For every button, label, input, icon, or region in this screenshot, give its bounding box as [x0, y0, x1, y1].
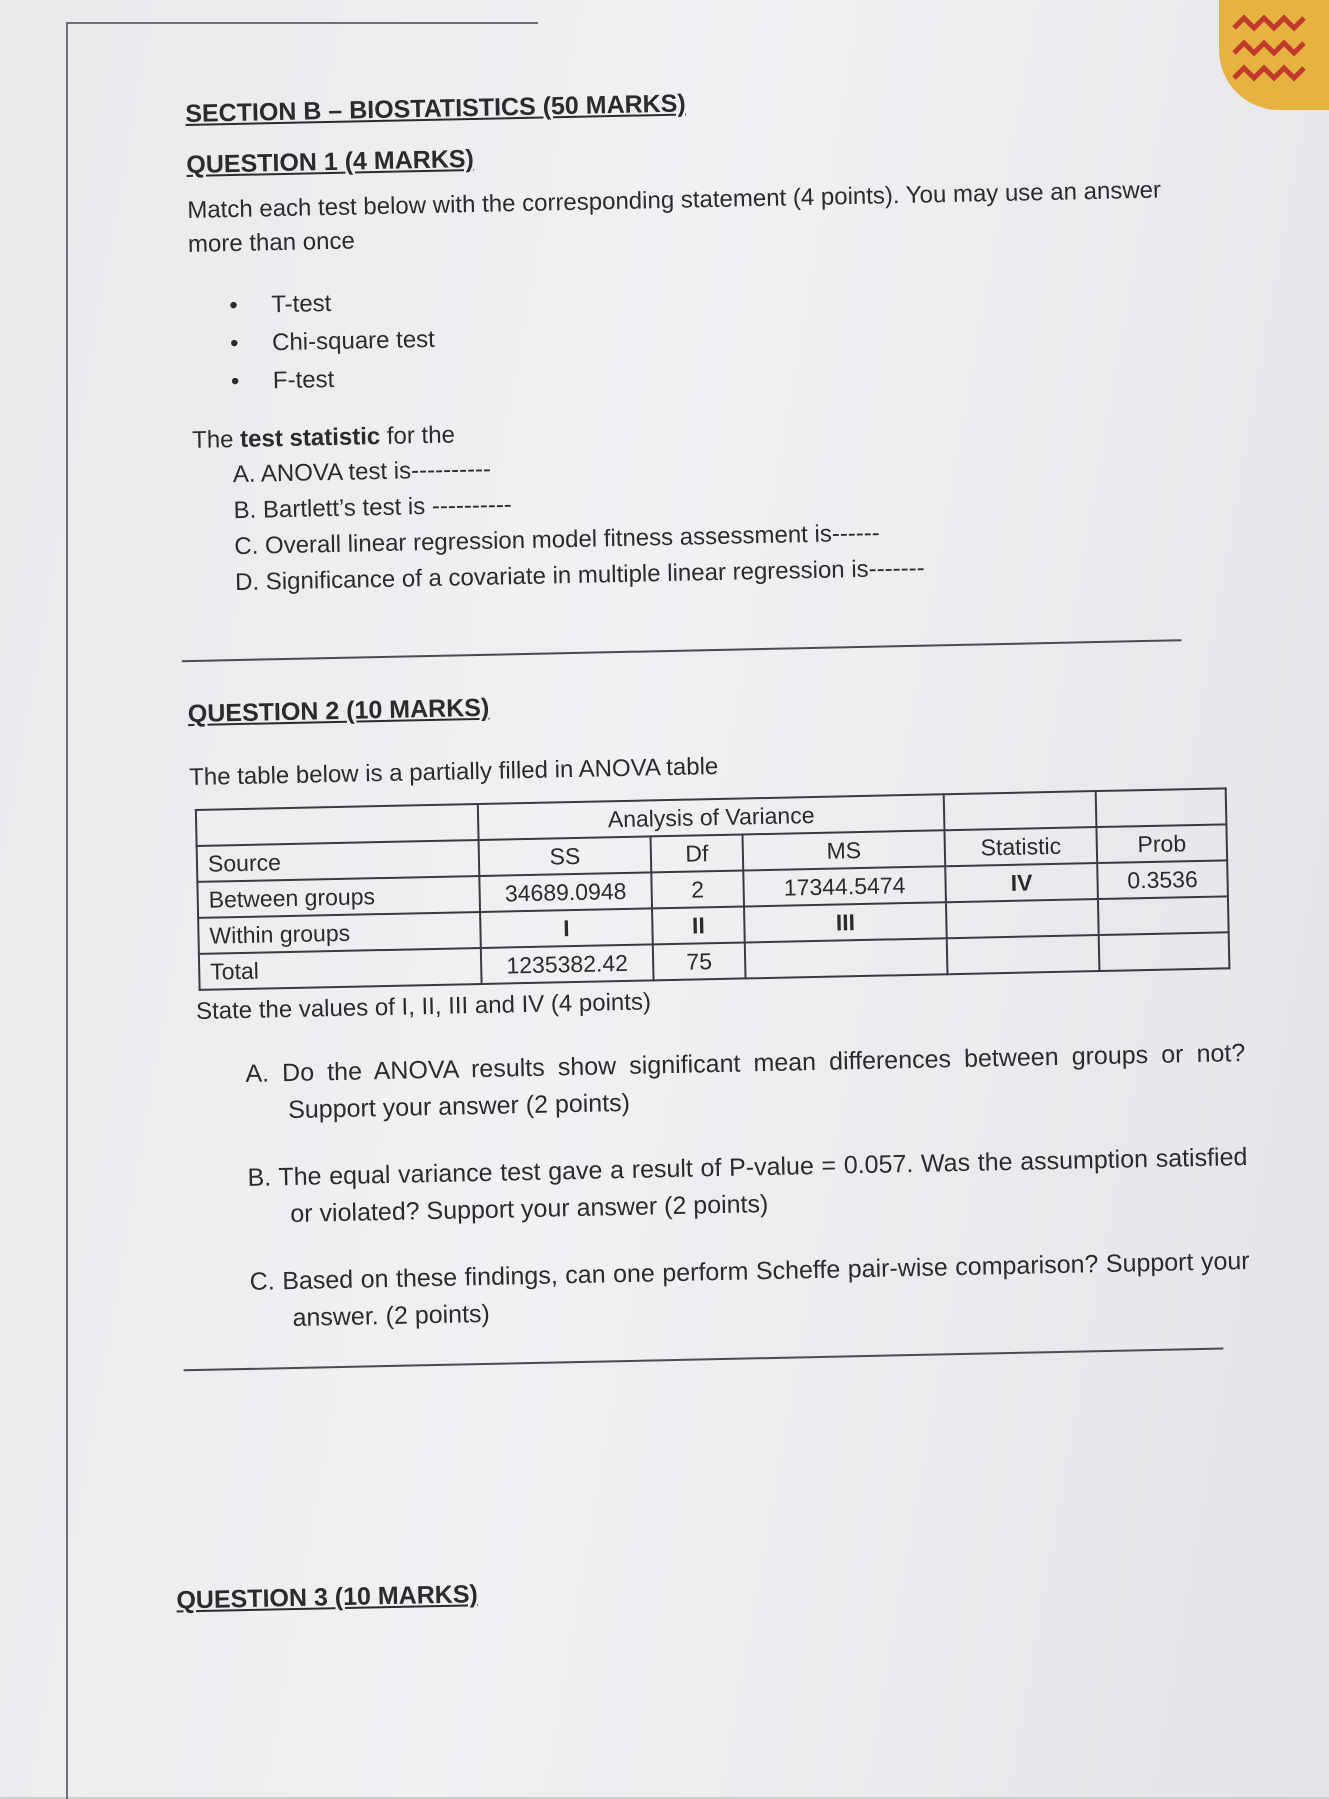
table-cell: IV: [945, 863, 1098, 902]
statement-prefix: The: [191, 426, 234, 454]
table-header: Prob: [1096, 824, 1227, 863]
table-cell: [196, 804, 479, 846]
table-cell: 1235382.42: [481, 944, 654, 984]
list-item: • T-test: [229, 266, 1250, 325]
q2-subquestions: [205, 1035, 1251, 1339]
divider: [184, 1348, 1224, 1372]
list-item: B. Bartlett’s test is ----------: [233, 491, 513, 525]
list-item: A. ANOVA test is----------: [232, 455, 492, 489]
table-cell: 2: [651, 870, 744, 908]
statement-bold: test statistic: [239, 422, 381, 453]
table-cell: [947, 935, 1100, 974]
table-cell: [745, 938, 948, 978]
q3-title: QUESTION 3 (10 MARKS): [176, 1580, 479, 1615]
q2-intro: The table below is a partially filled in ANOVA table: [188, 752, 719, 792]
list-item: • F-test: [231, 342, 1252, 401]
state-values: State the values of I, II, III and IV (4 points): [195, 988, 652, 1025]
table-caption: Analysis of Variance: [478, 794, 945, 840]
table-cell: Between groups: [197, 876, 480, 918]
table-cell: III: [744, 902, 947, 942]
anova-table: [195, 787, 1231, 991]
table-header: MS: [743, 830, 946, 870]
test-list: [189, 266, 1251, 402]
list-item: B. The equal variance test gave a result of P-value = 0.057. Was the assumption satisfied or violated? Support your answer (2 points): [247, 1142, 1248, 1229]
divider: [182, 639, 1182, 662]
table-cell: 17344.5474: [743, 866, 946, 906]
list-item: A. Do the ANOVA results show significant mean differences between groups or not? Support your answer (2 points): [245, 1039, 1246, 1125]
table-header: Statistic: [944, 827, 1097, 866]
table-cell: II: [652, 906, 745, 944]
list-item: D. Significance of a covariate in multiple linear regression is-------: [234, 554, 925, 597]
table-header: Df: [651, 834, 744, 872]
table-cell: [1096, 788, 1227, 827]
list-item: C. Overall linear regression model fitness assessment is------: [234, 519, 881, 561]
q2-title: QUESTION 2 (10 MARKS): [187, 693, 490, 729]
table-header: SS: [479, 836, 652, 876]
table-cell: [944, 791, 1097, 830]
table-header: Source: [197, 840, 480, 882]
table-cell: [946, 899, 1099, 938]
section-title: SECTION B – BIOSTATISTICS (50 MARKS): [185, 89, 686, 128]
statement-list: [192, 436, 1255, 602]
table-cell: I: [480, 908, 653, 948]
table-cell: [1098, 896, 1229, 935]
q1-instruction: Match each test below with the corresponding statement (4 points). You may use an answer more than once: [187, 176, 1162, 258]
list-item: C. Based on these findings, can one perform Scheffe pair-wise comparison? Support your answer. (2 points): [249, 1246, 1250, 1333]
statement-suffix: for the: [386, 421, 456, 450]
q1-title: QUESTION 1 (4 MARKS): [186, 144, 475, 179]
table-cell: 34689.0948: [479, 872, 652, 912]
table-cell: Total: [199, 948, 482, 990]
list-item: • Chi-square test: [230, 304, 1251, 363]
table-cell: 0.3536: [1097, 860, 1228, 899]
page-content: [176, 78, 1276, 1615]
table-cell: 75: [653, 942, 746, 980]
table-cell: [1099, 932, 1230, 971]
table-cell: Within groups: [198, 912, 481, 954]
